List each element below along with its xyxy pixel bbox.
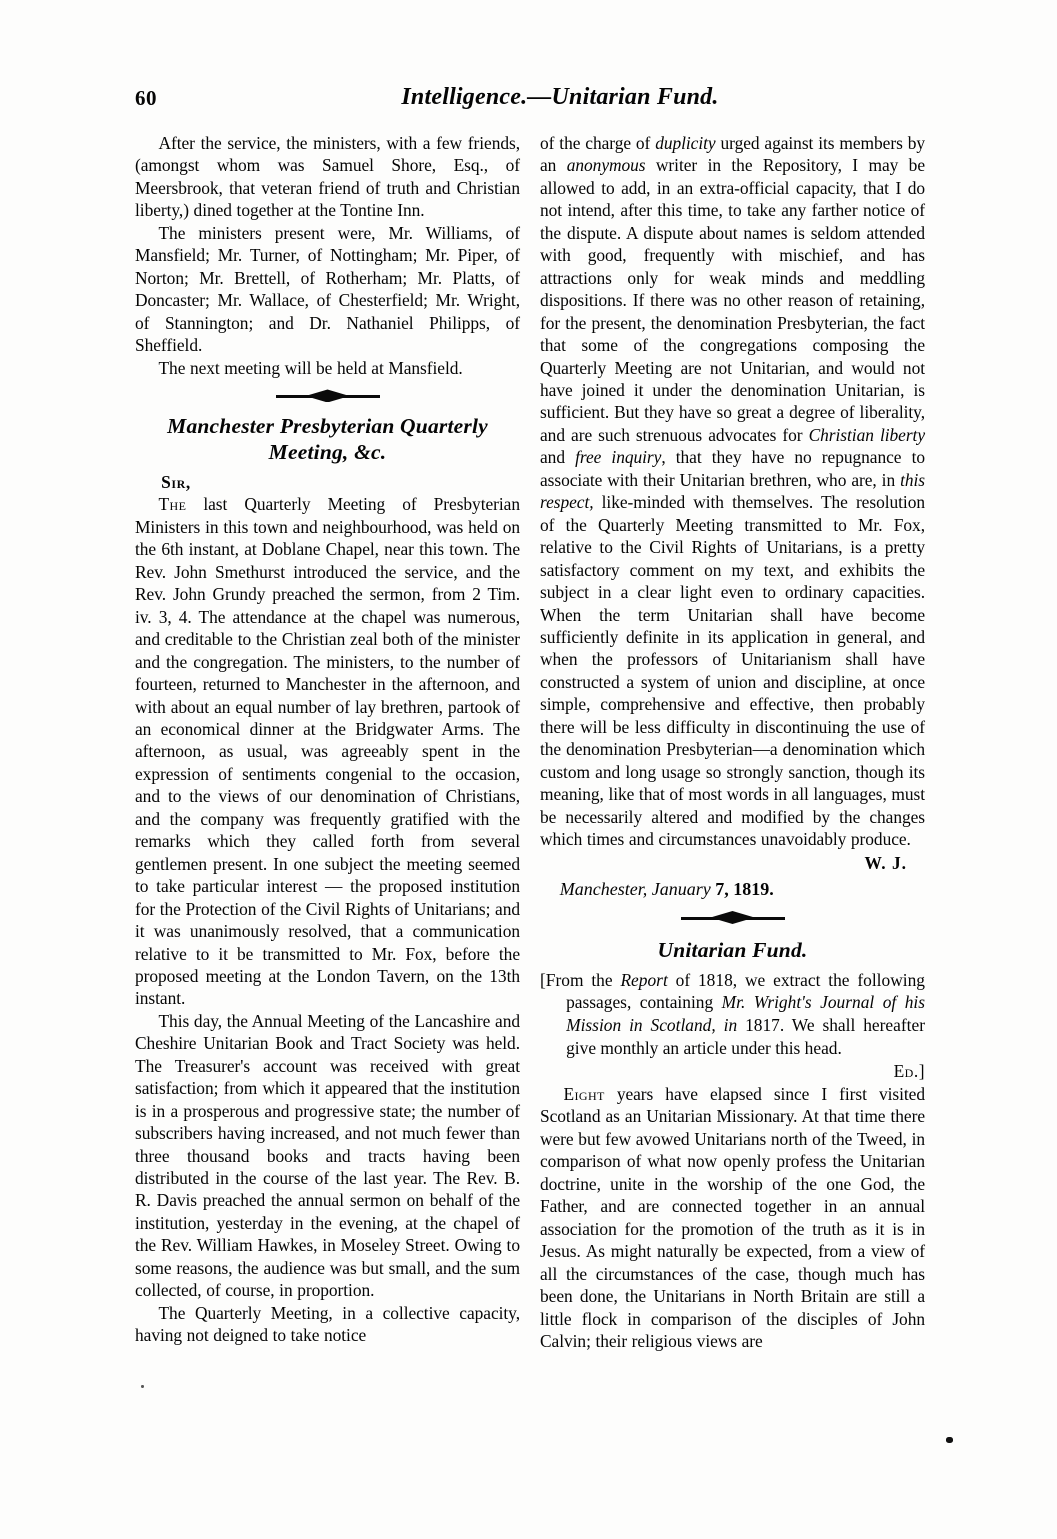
paragraph: The ministers present were, Mr. Williams, of Mansfield; Mr. Turner, of Nottingham; Mr. Piper, of Norton; Mr. Brettell, of Rotherham; Mr. Platts, of Doncaster; Mr. Wallace, of Chesterfield; Mr. Wright, of Stannington; and Dr. Nathaniel Philipps, of Sheffield. [135,222,520,356]
paragraph-text: last Quarterly Meeting of Presbyterian Ministers in this town and neighbourhood, was held on the 6th instant, at Doblane Chapel, near this town. The Rev. John Smethurst introduced the service, and the Rev. John Grundy preached the sermon, from 2 Tim. iv. 3, 4. The attendance at the chapel was numerous, and creditable to the Christian zeal both of the minister and the congregation. The ministers, to the number of fourteen, returned to Manchester in the afternoon, and with about an equal number of lay brethren, partook of an economical dinner at the Bridgwater Arms. The afternoon, as usual, was agreeably spent in the expression of sentiments congenial to the occasion, and to the views of our denomination of Christians, and the company was frequently gratified with the remarks which they called forth from several gentlemen present. In one subject the meeting seemed to take particular interest — the proposed institution for the Protection of the Civil Rights of Unitarians; and it was unanimously resolved, that a communication relative to it be transmitted to Mr. Fox, before the proposed meeting at the London Tavern, on the 13th instant. [135,494,520,1009]
text-run: like-minded with themselves. The resolution of the Quarterly Meeting transmitted to Mr. Fox, relative to the Civil Rights of Unitarians, is a pretty satisfactory comment on my text, and exhibits the subject in a clear light even to ordinary capacities. When the term Unitarian shall have become sufficiently definite in its application in general, and when the professors of Unitarianism shall have constructed a system of union and discipline, at once simple, comprehensive and effective, then probably there will be less difficulty in discontinuing the use of the denomination Presbyterian—a denomination which custom and long usage so strongly sanction, though its meaning, like that of most words in all languages, must be necessarily altered and modified by the changes which times and circumstances unavoidably produce. [540,492,925,850]
ink-speck [946,1437,953,1443]
paragraph: The Quarterly Meeting, in a collective capacity, having not deigned to take notice [135,1302,520,1346]
two-column-body [135,132,925,1442]
dateline-date: 7, 1819. [715,878,774,899]
running-head [135,84,925,118]
paragraph [540,1083,925,1352]
emphasis: Christian liberty [808,424,925,445]
text-run: 1817. We shall hereafter give monthly an article under this head. [566,1015,925,1059]
paragraph: This day, the Annual Meeting of the Lancashire and Cheshire Unitarian Book and Tract Society was held. The Treasurer's account was received with great satisfaction; from which it appeared that the institution is in a prosperous and progressive state; the number of subscribers having increased, and not much fewer than three thousand books and tracts having been distributed in the course of the last year. The Rev. B. R. Davis preached the annual sermon on behalf of the institution, yesterday in the evening, at the chapel of the Rev. William Hawkes, in Moseley Street. Owing to some reasons, the audience was but small, and the sum collected, of course, in proportion. [135,1010,520,1301]
paragraph-lead-smallcaps: The [158,494,187,515]
signature: W. J. [864,852,907,873]
dateline [540,877,925,901]
emphasis: duplicity [655,133,716,153]
text-run: of the charge of [540,133,656,153]
column-left [135,132,520,1442]
emphasis: free inquiry [575,447,662,468]
paragraph: After the service, the ministers, with a few friends, (amongst whom was Samuel Shore, Esq., of Meersbrook, that veteran friend of truth and Christian liberty,) dined together at the Tontine Inn. [135,133,520,221]
paragraph-text: years have elapsed since I first visited Scotland as an Unitarian Missionary. At that time there were but few avowed Unitarians north of the Tweed, in comparison of what now openly profess the Unitarian doctrine, unite in the worship of the one God, the Father, and are connected together in an annual association for the promotion of the truth as it is in Jesus. As might naturally be expected, from a view of all the circumstances of the case, though much has been done, the Unitarians in North Britain are still a little flock in comparison of the disciples of John Calvin; their religious views are [540,1084,925,1352]
column-right [540,132,925,1442]
running-title: Intelligence.—Unitarian Fund. [401,84,719,110]
text-run: writer in the Repository, I may be allowed to add, in an extra-official capacity, that I do not intend, after this time, to take any farther notice of the dispute. A dispute about names is seldom attended with good, frequently with mischief, and has attractions only for weak minds and meddling dispositions. If there was no other reason of retaining, for the present, the denomination Presbyterian, the fact that some of the congregations composing the Quarterly Meeting are not Unitarian, and would not have joined it under the denomination Unitarian, is sufficient. But they have so great a degree of liberality, and are such strenuous advocates for [540,155,925,445]
text-run: [From the [540,969,621,990]
editors-signature: Ed.] [893,1061,925,1082]
section-heading-line-1: Manchester Presbyterian Quarterly [167,413,488,438]
paragraph-lead-smallcaps: Eight [563,1084,605,1105]
emphasis: this respect, [540,469,925,513]
text-run: , that they have no repugnance to associate with their Unitarian brethren, who are, in [540,447,925,490]
emphasis: Report [620,969,668,990]
ornament-divider-icon [135,379,520,413]
emphasis: Mr. Wright's Journal of his Mission in Scotland, in [566,992,925,1036]
dateline-place: Manchester, January [559,878,716,899]
text-run: of 1818, we extract the following passages, containing [566,969,925,1013]
paragraph: The next meeting will be held at Mansfield. [158,357,463,378]
ornament-divider-icon [540,901,925,935]
page-number: 60 [135,86,157,110]
section-heading [135,413,520,465]
ink-speck [141,1385,144,1388]
emphasis: anonymous [566,155,646,176]
salutation: Sir, [161,471,191,492]
text-run: urged against its members by an [540,133,925,176]
section-heading: Unitarian Fund. [657,937,808,962]
section-heading-line-2: Meeting, &c. [268,439,387,464]
paragraph [135,493,520,1009]
text-run: and [540,447,576,468]
paragraph [540,132,925,851]
editors-note [540,969,925,1084]
